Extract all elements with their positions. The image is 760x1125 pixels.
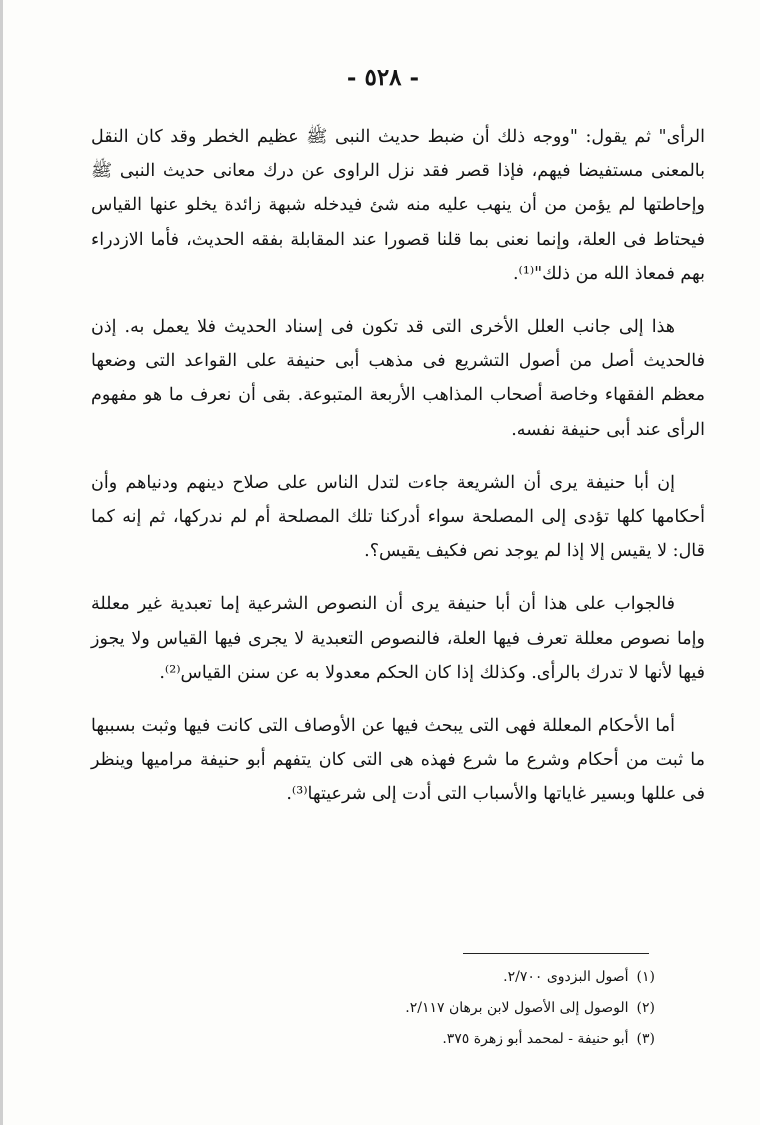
paragraph-other-defects: هذا إلى جانب العلل الأخرى التى قد تكون فى إسناد الحديث فلا يعمل به. إذن فالحديث أصل من أصول التشريع فى مذهب أبى حنيفة على القواعد التى وضعها معظم الفقهاء وخاصة أصحاب المذاهب الأربعة المتبوعة. بقى أن نعرف ما هو مفهوم الرأى عند أبى حنيفة نفسه. — [91, 317, 705, 440]
paragraph-sharia-purpose: إن أبا حنيفة يرى أن الشريعة جاءت لتدل الناس على صلاح دينهم ودنياهم وأن أحكامها كلها تؤدى إلى المصلحة سواء أدركنا تلك المصلحة أم لم ندركها، ثم إنه كما قال: لا يقيس إلا إذا لم يوجد نص فكيف يقيس؟. — [91, 472, 705, 562]
footnote-separator — [463, 953, 649, 954]
main-text — [91, 120, 705, 831]
footnote-number: (٢) — [636, 1000, 655, 1016]
footnotes — [303, 967, 655, 1060]
footnote-number: (١) — [636, 969, 655, 985]
footnote-item — [303, 967, 655, 987]
page-number: - ٥٢٨ - — [346, 64, 420, 91]
footnote-text: أصول البزدوى ٢/٧٠٠. — [503, 969, 629, 985]
paragraph-answer: فالجواب على هذا أن أبا حنيفة يرى أن النصوص الشرعية إما تعبدية غير معللة وإما نصوص معللة تعرف فيها العلة، فالنصوص التعبدية لا يجرى فيها القياس ولا يجوز فيها لأنها لا تدرك بالرأى. وكذلك إذا كان الحكم معدولا به عن سنن القياس⁽²⁾. — [91, 594, 705, 683]
footnote-number: (٣) — [636, 1031, 655, 1047]
footnote-text: أبو حنيفة - لمحمد أبو زهرة ٣٧٥. — [442, 1031, 629, 1047]
footnote-item — [303, 998, 655, 1018]
paragraph-quote-continuation: الرأى" ثم يقول: "ووجه ذلك أن ضبط حديث النبى ﷺ عظيم الخطر وقد كان النقل بالمعنى مستفيضا فيهم، فإذا قصر فقد نزل الراوى عن درك معانى حديث النبى ﷺ وإحاطتها لم يؤمن من أن ينهب عليه منه شئ فيدخله شبهة زائدة يخلو عنها القياس فيحتاط فى العلة، وإنما نعنى بما قلنا قصورا عند المقابلة بفقه الحديث، فأما الازدراء بهم فمعاذ الله من ذلك"⁽¹⁾. — [91, 127, 705, 284]
paragraph-reasoned-rulings: أما الأحكام المعللة فهى التى يبحث فيها عن الأوصاف التى كانت فيها وثبت بسببها ما ثبت من أحكام وشرع ما شرع فهذه هى التى كان يتفهم أبو حنيفة مراميها وينظر فى عللها وبسير غاياتها والأسباب التى أدت إلى شرعيتها⁽³⁾. — [91, 716, 705, 805]
footnote-item — [303, 1029, 655, 1049]
footnote-text: الوصول إلى الأصول لابن برهان ٢/١١٧. — [405, 1000, 629, 1016]
